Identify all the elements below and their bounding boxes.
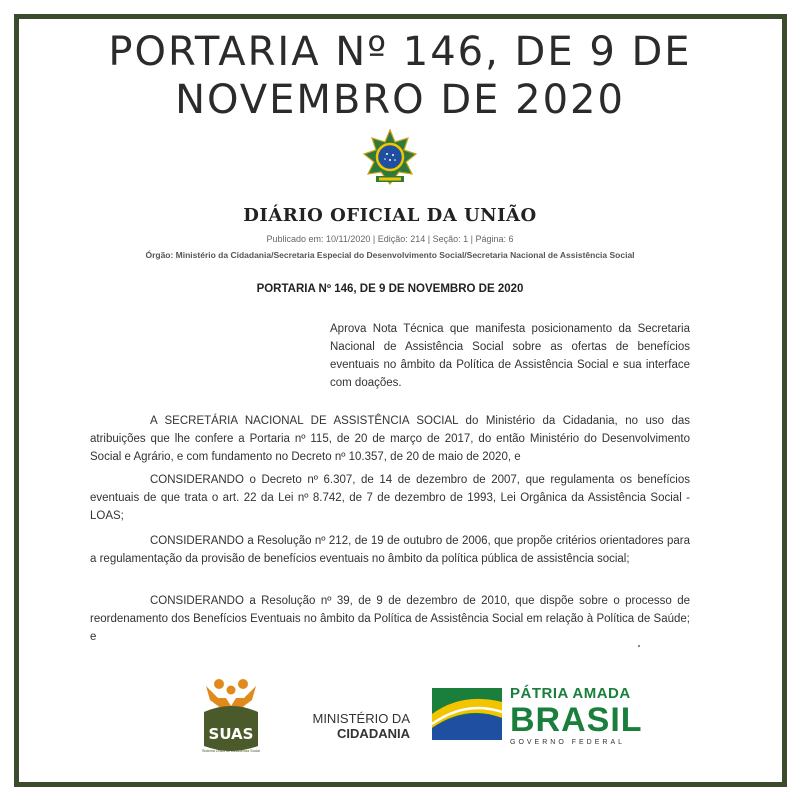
government-logo [510,685,643,747]
page-title [0,28,800,124]
suas-logo [196,676,266,756]
document-paragraph: CONSIDERANDO o Decreto nº 6.307, de 14 de dezembro de 2007, que regulamenta os benefícios eventuais de que trata o art. 22 da Lei nº 8.742, de 7 de dezembro de 1993, Lei Orgânica da Assistência Social - LOAS; [90,474,690,522]
ministry-line-2: CIDADANIA [337,726,410,741]
government-label: GOVERNO FEDERAL [510,739,626,746]
issuing-agency: Órgão: Ministério da Cidadania/Secretaria Especial do Desenvolvimento Social/Secretaria Nacional de Assistência Social [145,250,635,260]
government-country: BRASIL [510,701,643,739]
government-slogan: PÁTRIA AMADA [510,685,631,702]
brasil-flag-swoosh-icon [432,688,502,740]
page-title-line-1: PORTARIA Nº 146, DE 9 DE [108,29,692,75]
dou-title: DIÁRIO OFICIAL DA UNIÃO [243,205,537,226]
ministry-line-1: MINISTÉRIO DA [312,711,410,726]
stray-dot [638,645,640,647]
document-paragraph: CONSIDERANDO a Resolução nº 212, de 19 de outubro de 2006, que propõe critérios orientadores para a regulamentação da provisão de benefícios eventuais no âmbito da política pública de assistência social; [90,535,690,565]
suas-logo-text: SUAS [208,725,254,743]
page-title-line-2: NOVEMBRO DE 2020 [175,77,625,123]
publication-info: Publicado em: 10/11/2020 | Edição: 214 | Seção: 1 | Página: 6 [266,234,514,244]
document-title: PORTARIA Nº 146, DE 9 DE NOVEMBRO DE 2020 [256,283,524,295]
ministry-logo [312,711,410,741]
document-paragraph: A SECRETÁRIA NACIONAL DE ASSISTÊNCIA SOCIAL do Ministério da Cidadania, no uso das atribuições que lhe confere a Portaria nº 115, de 20 de março de 2017, do então Ministério do Desenvolvimento Social e Agrário, e com fundamento no Decreto nº 10.357, de 20 de maio de 2020, e [90,415,690,463]
document-summary: Aprova Nota Técnica que manifesta posicionamento da Secretaria Nacional de Assistência Social sobre as ofertas de benefícios eventuais no âmbito da Política de Assistência Social e sua interface com doações. [330,323,690,389]
suas-tagline: Sistema Único de Assistência Social [202,749,260,753]
document-paragraph: CONSIDERANDO a Resolução nº 39, de 9 de dezembro de 2010, que dispõe sobre o processo de reordenamento dos Benefícios Eventuais no âmbito da Política de Assistência Social em relação à Política de Saúde; e [90,595,690,643]
brazil-coat-of-arms-icon [360,128,420,188]
